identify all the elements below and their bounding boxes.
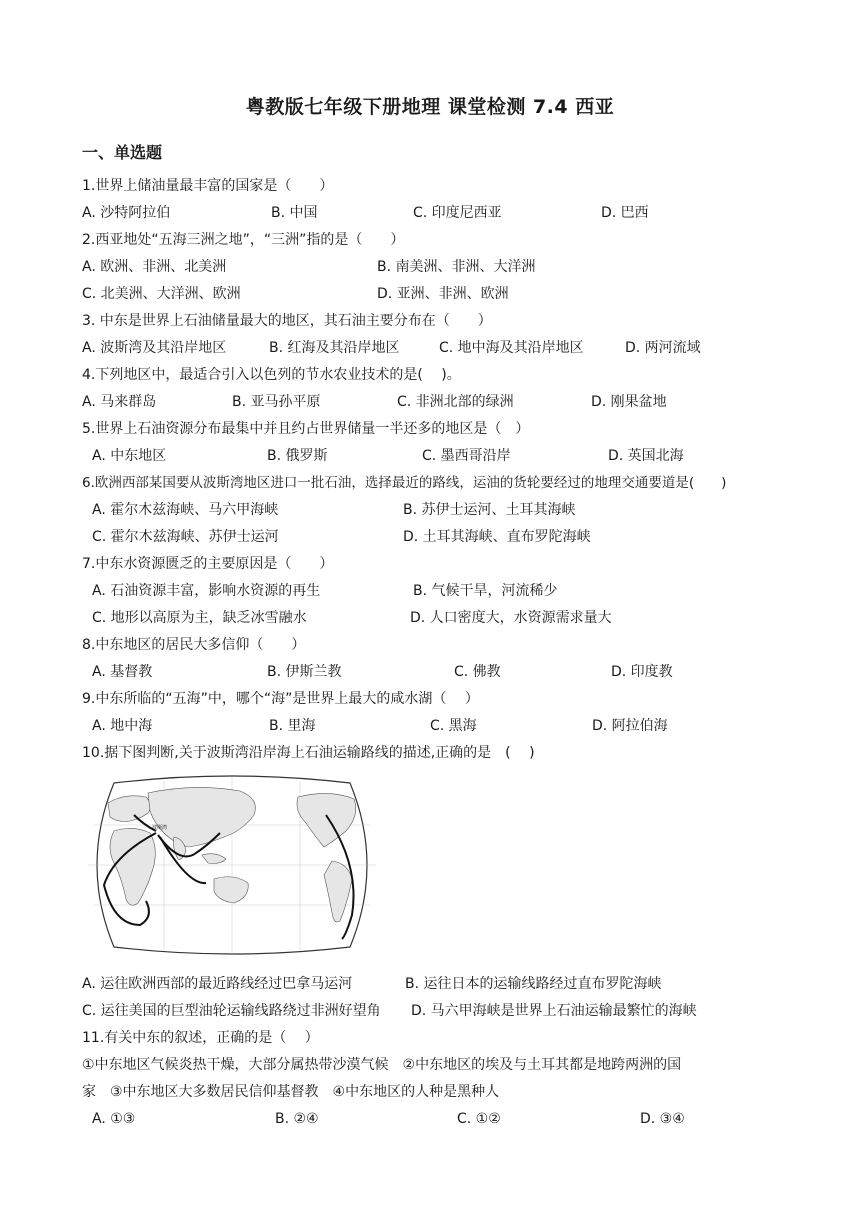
question-5-option-d[interactable]: D. 英国北海	[608, 448, 684, 464]
question-9-option-c[interactable]: C. 黑海	[430, 718, 477, 734]
question-2-option-b[interactable]: B. 南美洲、非洲、大洋洲	[377, 259, 536, 275]
question-6-stem: 6.欧洲西部某国要从波斯湾地区进口一批石油，选择最近的路线，运油的货轮要经过的地理交通要道是( )	[82, 475, 727, 491]
question-11-stem: 11.有关中东的叙述，正确的是（ ）	[82, 1030, 319, 1046]
question-11-statements-line-2: 家 ③中东地区大多数居民信仰基督教 ④中东地区的人种是黑种人	[82, 1084, 500, 1100]
question-8-option-b[interactable]: B. 伊斯兰教	[267, 664, 342, 680]
question-7-option-b[interactable]: B. 气候干旱，河流稀少	[413, 583, 558, 599]
question-7-option-a[interactable]: A. 石油资源丰富，影响水资源的再生	[92, 583, 321, 599]
question-8-option-a[interactable]: A. 基督教	[92, 664, 153, 680]
question-9-stem: 9.中东所临的“五海”中，哪个“海”是世界上最大的咸水湖（ ）	[82, 691, 479, 707]
question-1-stem: 1.世界上储油量最丰富的国家是（ ）	[82, 178, 334, 194]
question-11-option-c[interactable]: C. ①②	[457, 1111, 501, 1127]
question-4-option-c[interactable]: C. 非洲北部的绿洲	[397, 394, 514, 410]
question-7-stem: 7.中东水资源匮乏的主要原因是（ ）	[82, 556, 334, 572]
question-3-option-a[interactable]: A. 波斯湾及其沿岸地区	[82, 340, 227, 356]
question-7-option-d[interactable]: D. 人口密度大，水资源需求量大	[410, 610, 612, 626]
question-9-option-d[interactable]: D. 阿拉伯海	[592, 718, 668, 734]
page-title: 粤教版七年级下册地理 课堂检测 7.4 西亚	[245, 96, 615, 118]
question-10-option-a[interactable]: A. 运往欧洲西部的最近路线经过巴拿马运河	[82, 976, 353, 992]
question-1-option-d[interactable]: D. 巴西	[601, 205, 649, 221]
question-2-stem: 2.西亚地处“五海三洲之地”，“三洲”指的是（ ）	[82, 232, 405, 248]
question-3-option-c[interactable]: C. 地中海及其沿岸地区	[439, 340, 584, 356]
question-10-stem: 10.据下图判断,关于波斯湾沿岸海上石油运输路线的描述,正确的是 ( )	[82, 745, 535, 761]
question-1-option-b[interactable]: B. 中国	[271, 205, 318, 221]
question-1-option-a[interactable]: A. 沙特阿拉伯	[82, 205, 171, 221]
question-3-stem: 3. 中东是世界上石油储量最大的地区，其石油主要分布在（ ）	[82, 313, 492, 329]
question-3-option-d[interactable]: D. 两河流域	[625, 340, 701, 356]
question-5-option-b[interactable]: B. 俄罗斯	[267, 448, 328, 464]
question-7-option-c[interactable]: C. 地形以高原为主，缺乏冰雪融水	[92, 610, 307, 626]
question-5-stem: 5.世界上石油资源分布最集中并且约占世界储量一半还多的地区是（ ）	[82, 421, 530, 437]
question-4-stem: 4.下列地区中，最适合引入以色列的节水农业技术的是( )。	[82, 367, 461, 383]
question-10-option-d[interactable]: D. 马六甲海峡是世界上石油运输最繁忙的海峡	[411, 1003, 697, 1019]
question-9-option-b[interactable]: B. 里海	[269, 718, 316, 734]
question-4-option-b[interactable]: B. 亚马孙平原	[232, 394, 321, 410]
question-3-option-b[interactable]: B. 红海及其沿岸地区	[269, 340, 400, 356]
question-9-option-a[interactable]: A. 地中海	[92, 718, 153, 734]
question-8-option-c[interactable]: C. 佛教	[454, 664, 501, 680]
question-10-option-b[interactable]: B. 运往日本的运输线路经过直布罗陀海峡	[405, 976, 662, 992]
section-heading: 一、单选题	[82, 143, 163, 162]
question-11-option-b[interactable]: B. ②④	[275, 1111, 319, 1127]
question-8-option-d[interactable]: D. 印度教	[611, 664, 673, 680]
question-6-option-c[interactable]: C. 霍尔木兹海峡、苏伊士运河	[92, 529, 279, 545]
question-10-option-c[interactable]: C. 运往美国的巨型油轮运输线路绕过非洲好望角	[82, 1003, 381, 1019]
question-2-option-c[interactable]: C. 北美洲、大洋洲、欧洲	[82, 286, 241, 302]
oil-route-world-map	[84, 775, 380, 955]
question-11-option-a[interactable]: A. ①③	[92, 1111, 136, 1127]
question-6-option-b[interactable]: B. 苏伊士运河、土耳其海峡	[403, 502, 576, 518]
question-4-option-d[interactable]: D. 刚果盆地	[591, 394, 667, 410]
question-5-option-c[interactable]: C. 墨西哥沿岸	[422, 448, 511, 464]
question-6-option-d[interactable]: D. 土耳其海峡、直布罗陀海峡	[403, 529, 591, 545]
question-8-stem: 8.中东地区的居民大多信仰（ ）	[82, 637, 306, 653]
question-2-option-d[interactable]: D. 亚洲、非洲、欧洲	[377, 286, 509, 302]
question-11-option-d[interactable]: D. ③④	[640, 1111, 685, 1127]
question-1-option-c[interactable]: C. 印度尼西亚	[413, 205, 502, 221]
question-4-option-a[interactable]: A. 马来群岛	[82, 394, 157, 410]
question-2-option-a[interactable]: A. 欧洲、非洲、北美洲	[82, 259, 227, 275]
question-11-statements-line-1: ①中东地区气候炎热干燥，大部分属热带沙漠气候 ②中东地区的埃及与土耳其都是地跨两洲的国	[82, 1057, 682, 1073]
persian-gulf-label: 波斯湾	[152, 825, 168, 831]
question-6-option-a[interactable]: A. 霍尔木兹海峡、马六甲海峡	[92, 502, 279, 518]
question-5-option-a[interactable]: A. 中东地区	[92, 448, 167, 464]
